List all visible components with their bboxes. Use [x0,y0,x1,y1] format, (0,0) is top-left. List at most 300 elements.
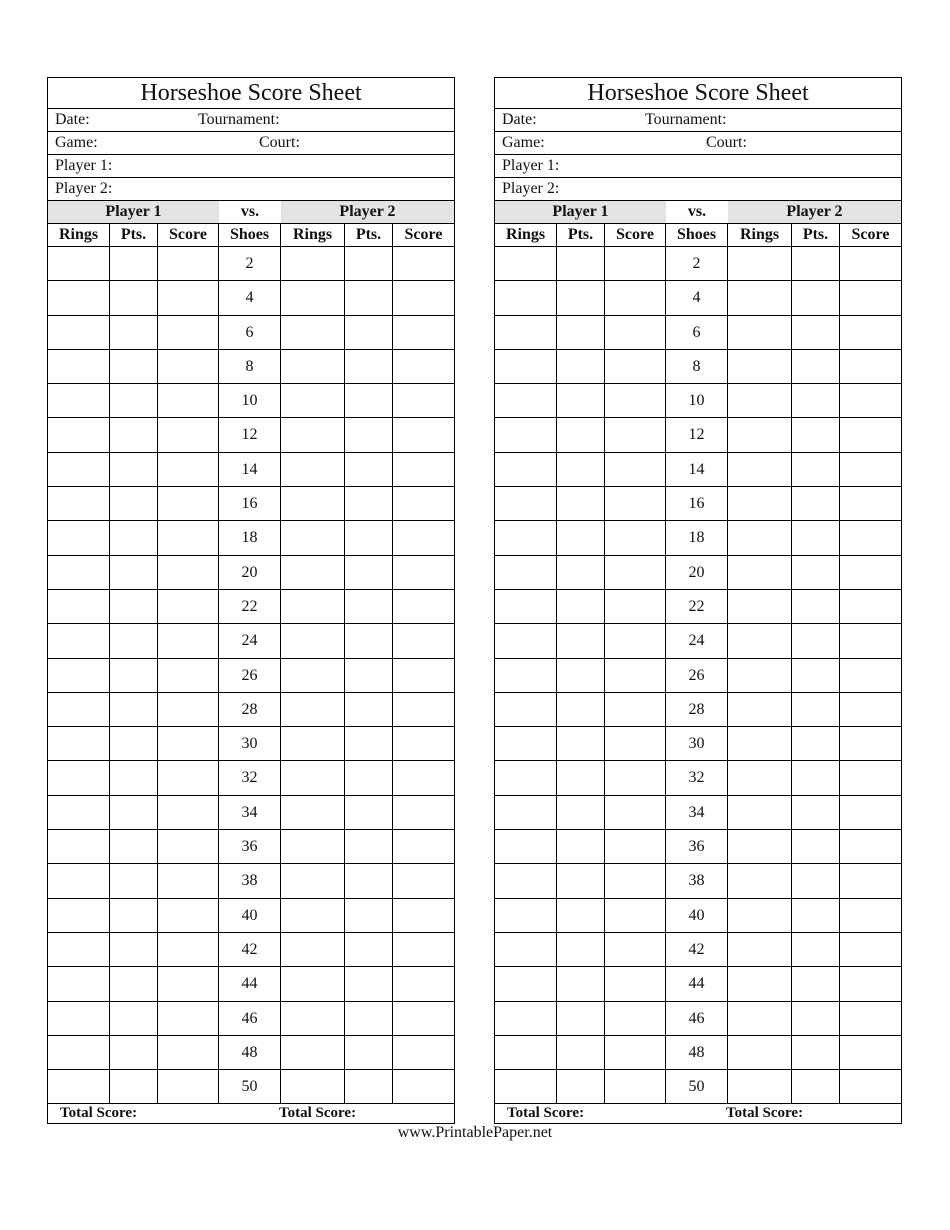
entry-cell[interactable] [557,350,605,384]
entry-cell[interactable] [110,624,158,658]
entry-cell[interactable] [840,967,901,1001]
entry-cell[interactable] [48,590,110,624]
entry-cell[interactable] [158,796,219,830]
entry-cell[interactable] [792,624,840,658]
entry-cell[interactable] [840,727,901,761]
entry-cell[interactable] [158,864,219,898]
entry-cell[interactable] [495,761,557,795]
entry-cell[interactable] [840,1002,901,1036]
entry-cell[interactable] [605,1070,666,1104]
entry-cell[interactable] [840,933,901,967]
entry-cell[interactable] [557,899,605,933]
entry-cell[interactable] [281,453,345,487]
entry-cell[interactable] [792,453,840,487]
entry-cell[interactable] [495,967,557,1001]
entry-cell[interactable] [605,247,666,281]
entry-cell[interactable] [605,761,666,795]
entry-cell[interactable] [48,1036,110,1070]
entry-cell[interactable] [840,1036,901,1070]
entry-cell[interactable] [557,796,605,830]
entry-cell[interactable] [48,967,110,1001]
entry-cell[interactable] [728,1002,792,1036]
entry-cell[interactable] [605,933,666,967]
entry-cell[interactable] [605,316,666,350]
entry-cell[interactable] [557,556,605,590]
entry-cell[interactable] [110,727,158,761]
entry-cell[interactable] [495,727,557,761]
entry-cell[interactable] [840,384,901,418]
entry-cell[interactable] [281,556,345,590]
entry-cell[interactable] [605,830,666,864]
entry-cell[interactable] [557,521,605,555]
entry-cell[interactable] [557,247,605,281]
entry-cell[interactable] [495,1002,557,1036]
entry-cell[interactable] [728,316,792,350]
entry-cell[interactable] [345,1070,393,1104]
entry-cell[interactable] [557,1002,605,1036]
entry-cell[interactable] [557,967,605,1001]
entry-cell[interactable] [345,796,393,830]
entry-cell[interactable] [110,899,158,933]
entry-cell[interactable] [728,796,792,830]
entry-cell[interactable] [158,418,219,452]
date-tournament-row[interactable] [495,109,901,132]
entry-cell[interactable] [495,1070,557,1104]
entry-cell[interactable] [48,281,110,315]
entry-cell[interactable] [393,590,454,624]
entry-cell[interactable] [792,384,840,418]
entry-cell[interactable] [605,1036,666,1070]
entry-cell[interactable] [557,727,605,761]
entry-cell[interactable] [281,1070,345,1104]
entry-cell[interactable] [345,899,393,933]
entry-cell[interactable] [281,659,345,693]
entry-cell[interactable] [158,624,219,658]
entry-cell[interactable] [605,967,666,1001]
entry-cell[interactable] [605,659,666,693]
entry-cell[interactable] [557,487,605,521]
entry-cell[interactable] [792,933,840,967]
entry-cell[interactable] [281,247,345,281]
entry-cell[interactable] [557,1036,605,1070]
entry-cell[interactable] [110,761,158,795]
entry-cell[interactable] [110,281,158,315]
entry-cell[interactable] [495,487,557,521]
entry-cell[interactable] [495,796,557,830]
entry-cell[interactable] [281,418,345,452]
entry-cell[interactable] [728,590,792,624]
entry-cell[interactable] [557,281,605,315]
entry-cell[interactable] [495,830,557,864]
entry-cell[interactable] [345,418,393,452]
entry-cell[interactable] [840,864,901,898]
entry-cell[interactable] [605,693,666,727]
entry-cell[interactable] [48,830,110,864]
entry-cell[interactable] [393,350,454,384]
entry-cell[interactable] [792,1070,840,1104]
entry-cell[interactable] [840,796,901,830]
entry-cell[interactable] [728,693,792,727]
entry-cell[interactable] [495,899,557,933]
entry-cell[interactable] [158,659,219,693]
entry-cell[interactable] [281,1002,345,1036]
entry-cell[interactable] [393,796,454,830]
entry-cell[interactable] [48,247,110,281]
entry-cell[interactable] [158,590,219,624]
entry-cell[interactable] [48,350,110,384]
entry-cell[interactable] [110,693,158,727]
entry-cell[interactable] [110,1036,158,1070]
entry-cell[interactable] [728,933,792,967]
entry-cell[interactable] [792,1036,840,1070]
entry-cell[interactable] [158,521,219,555]
entry-cell[interactable] [345,830,393,864]
entry-cell[interactable] [728,761,792,795]
entry-cell[interactable] [792,418,840,452]
entry-cell[interactable] [48,933,110,967]
entry-cell[interactable] [281,350,345,384]
entry-cell[interactable] [495,933,557,967]
entry-cell[interactable] [840,590,901,624]
entry-cell[interactable] [48,453,110,487]
entry-cell[interactable] [158,899,219,933]
entry-cell[interactable] [345,624,393,658]
entry-cell[interactable] [345,1002,393,1036]
entry-cell[interactable] [110,830,158,864]
entry-cell[interactable] [840,350,901,384]
entry-cell[interactable] [345,350,393,384]
entry-cell[interactable] [345,761,393,795]
entry-cell[interactable] [792,350,840,384]
entry-cell[interactable] [281,521,345,555]
date-tournament-row[interactable] [48,109,454,132]
entry-cell[interactable] [728,830,792,864]
entry-cell[interactable] [728,487,792,521]
entry-cell[interactable] [728,727,792,761]
entry-cell[interactable] [557,418,605,452]
entry-cell[interactable] [495,418,557,452]
entry-cell[interactable] [345,864,393,898]
entry-cell[interactable] [281,1036,345,1070]
entry-cell[interactable] [110,796,158,830]
entry-cell[interactable] [495,453,557,487]
entry-cell[interactable] [728,418,792,452]
entry-cell[interactable] [158,693,219,727]
entry-cell[interactable] [345,727,393,761]
entry-cell[interactable] [393,659,454,693]
entry-cell[interactable] [393,864,454,898]
entry-cell[interactable] [495,247,557,281]
entry-cell[interactable] [158,933,219,967]
entry-cell[interactable] [495,556,557,590]
entry-cell[interactable] [281,761,345,795]
entry-cell[interactable] [393,556,454,590]
entry-cell[interactable] [792,316,840,350]
entry-cell[interactable] [48,796,110,830]
entry-cell[interactable] [605,453,666,487]
entry-cell[interactable] [792,727,840,761]
entry-cell[interactable] [728,453,792,487]
entry-cell[interactable] [605,384,666,418]
entry-cell[interactable] [605,727,666,761]
entry-cell[interactable] [495,1036,557,1070]
entry-cell[interactable] [281,899,345,933]
entry-cell[interactable] [792,659,840,693]
entry-cell[interactable] [840,418,901,452]
entry-cell[interactable] [605,864,666,898]
entry-cell[interactable] [557,624,605,658]
entry-cell[interactable] [605,350,666,384]
entry-cell[interactable] [840,521,901,555]
entry-cell[interactable] [393,384,454,418]
entry-cell[interactable] [792,1002,840,1036]
player1-row[interactable] [48,155,454,178]
entry-cell[interactable] [557,933,605,967]
entry-cell[interactable] [605,796,666,830]
entry-cell[interactable] [840,281,901,315]
entry-cell[interactable] [792,761,840,795]
entry-cell[interactable] [158,556,219,590]
entry-cell[interactable] [110,590,158,624]
entry-cell[interactable] [840,487,901,521]
entry-cell[interactable] [557,693,605,727]
entry-cell[interactable] [158,350,219,384]
entry-cell[interactable] [158,1070,219,1104]
entry-cell[interactable] [393,281,454,315]
entry-cell[interactable] [393,693,454,727]
entry-cell[interactable] [158,727,219,761]
entry-cell[interactable] [48,521,110,555]
entry-cell[interactable] [158,247,219,281]
entry-cell[interactable] [281,624,345,658]
entry-cell[interactable] [345,556,393,590]
entry-cell[interactable] [158,281,219,315]
game-court-row[interactable] [48,132,454,155]
entry-cell[interactable] [605,899,666,933]
entry-cell[interactable] [605,556,666,590]
entry-cell[interactable] [792,556,840,590]
entry-cell[interactable] [393,624,454,658]
entry-cell[interactable] [792,796,840,830]
entry-cell[interactable] [495,693,557,727]
entry-cell[interactable] [728,521,792,555]
entry-cell[interactable] [728,384,792,418]
entry-cell[interactable] [393,933,454,967]
entry-cell[interactable] [110,350,158,384]
entry-cell[interactable] [728,1070,792,1104]
entry-cell[interactable] [840,693,901,727]
entry-cell[interactable] [158,316,219,350]
entry-cell[interactable] [792,590,840,624]
entry-cell[interactable] [281,967,345,1001]
entry-cell[interactable] [48,761,110,795]
entry-cell[interactable] [393,247,454,281]
entry-cell[interactable] [495,521,557,555]
entry-cell[interactable] [48,624,110,658]
entry-cell[interactable] [393,418,454,452]
entry-cell[interactable] [840,899,901,933]
entry-cell[interactable] [393,1002,454,1036]
entry-cell[interactable] [792,693,840,727]
entry-cell[interactable] [345,967,393,1001]
entry-cell[interactable] [605,521,666,555]
entry-cell[interactable] [158,1036,219,1070]
entry-cell[interactable] [48,384,110,418]
entry-cell[interactable] [728,281,792,315]
entry-cell[interactable] [728,899,792,933]
entry-cell[interactable] [48,1002,110,1036]
entry-cell[interactable] [728,967,792,1001]
entry-cell[interactable] [792,830,840,864]
entry-cell[interactable] [48,727,110,761]
entry-cell[interactable] [792,521,840,555]
entry-cell[interactable] [158,967,219,1001]
entry-cell[interactable] [393,830,454,864]
entry-cell[interactable] [557,1070,605,1104]
entry-cell[interactable] [345,659,393,693]
entry-cell[interactable] [48,693,110,727]
entry-cell[interactable] [728,350,792,384]
entry-cell[interactable] [281,590,345,624]
entry-cell[interactable] [792,247,840,281]
entry-cell[interactable] [48,418,110,452]
entry-cell[interactable] [495,316,557,350]
entry-cell[interactable] [495,350,557,384]
player2-row[interactable] [495,178,901,201]
entry-cell[interactable] [158,487,219,521]
entry-cell[interactable] [158,830,219,864]
player1-row[interactable] [495,155,901,178]
entry-cell[interactable] [48,1070,110,1104]
game-court-row[interactable] [495,132,901,155]
entry-cell[interactable] [110,1070,158,1104]
entry-cell[interactable] [345,693,393,727]
entry-cell[interactable] [281,693,345,727]
entry-cell[interactable] [110,384,158,418]
entry-cell[interactable] [605,487,666,521]
entry-cell[interactable] [158,1002,219,1036]
entry-cell[interactable] [393,521,454,555]
total-score-row[interactable] [48,1104,454,1123]
entry-cell[interactable] [110,556,158,590]
total-score-row[interactable] [495,1104,901,1123]
entry-cell[interactable] [792,899,840,933]
entry-cell[interactable] [605,418,666,452]
entry-cell[interactable] [281,933,345,967]
entry-cell[interactable] [495,590,557,624]
entry-cell[interactable] [557,590,605,624]
entry-cell[interactable] [557,659,605,693]
entry-cell[interactable] [281,864,345,898]
entry-cell[interactable] [110,1002,158,1036]
entry-cell[interactable] [393,967,454,1001]
entry-cell[interactable] [110,418,158,452]
entry-cell[interactable] [495,281,557,315]
entry-cell[interactable] [557,864,605,898]
entry-cell[interactable] [840,247,901,281]
entry-cell[interactable] [393,453,454,487]
entry-cell[interactable] [281,830,345,864]
entry-cell[interactable] [557,830,605,864]
entry-cell[interactable] [48,899,110,933]
entry-cell[interactable] [345,487,393,521]
entry-cell[interactable] [495,864,557,898]
entry-cell[interactable] [345,590,393,624]
entry-cell[interactable] [345,933,393,967]
entry-cell[interactable] [345,521,393,555]
entry-cell[interactable] [728,624,792,658]
entry-cell[interactable] [281,384,345,418]
entry-cell[interactable] [158,384,219,418]
entry-cell[interactable] [840,1070,901,1104]
entry-cell[interactable] [281,487,345,521]
entry-cell[interactable] [110,864,158,898]
entry-cell[interactable] [840,830,901,864]
entry-cell[interactable] [840,453,901,487]
entry-cell[interactable] [345,247,393,281]
entry-cell[interactable] [110,967,158,1001]
entry-cell[interactable] [110,487,158,521]
entry-cell[interactable] [345,1036,393,1070]
entry-cell[interactable] [605,1002,666,1036]
entry-cell[interactable] [792,487,840,521]
entry-cell[interactable] [48,316,110,350]
entry-cell[interactable] [728,556,792,590]
entry-cell[interactable] [393,727,454,761]
entry-cell[interactable] [728,247,792,281]
entry-cell[interactable] [728,659,792,693]
entry-cell[interactable] [345,316,393,350]
entry-cell[interactable] [840,316,901,350]
entry-cell[interactable] [495,659,557,693]
entry-cell[interactable] [557,453,605,487]
entry-cell[interactable] [393,761,454,795]
entry-cell[interactable] [110,521,158,555]
entry-cell[interactable] [840,556,901,590]
entry-cell[interactable] [345,384,393,418]
entry-cell[interactable] [110,659,158,693]
entry-cell[interactable] [110,247,158,281]
entry-cell[interactable] [393,1036,454,1070]
entry-cell[interactable] [792,967,840,1001]
entry-cell[interactable] [345,453,393,487]
entry-cell[interactable] [605,624,666,658]
entry-cell[interactable] [110,453,158,487]
entry-cell[interactable] [557,384,605,418]
entry-cell[interactable] [345,281,393,315]
entry-cell[interactable] [48,556,110,590]
entry-cell[interactable] [281,796,345,830]
entry-cell[interactable] [605,281,666,315]
entry-cell[interactable] [840,624,901,658]
entry-cell[interactable] [393,487,454,521]
entry-cell[interactable] [110,316,158,350]
entry-cell[interactable] [48,864,110,898]
entry-cell[interactable] [605,590,666,624]
entry-cell[interactable] [728,864,792,898]
entry-cell[interactable] [728,1036,792,1070]
entry-cell[interactable] [840,761,901,795]
entry-cell[interactable] [792,281,840,315]
entry-cell[interactable] [110,933,158,967]
entry-cell[interactable] [557,316,605,350]
player2-row[interactable] [48,178,454,201]
entry-cell[interactable] [48,487,110,521]
entry-cell[interactable] [557,761,605,795]
entry-cell[interactable] [158,761,219,795]
entry-cell[interactable] [281,316,345,350]
entry-cell[interactable] [281,281,345,315]
